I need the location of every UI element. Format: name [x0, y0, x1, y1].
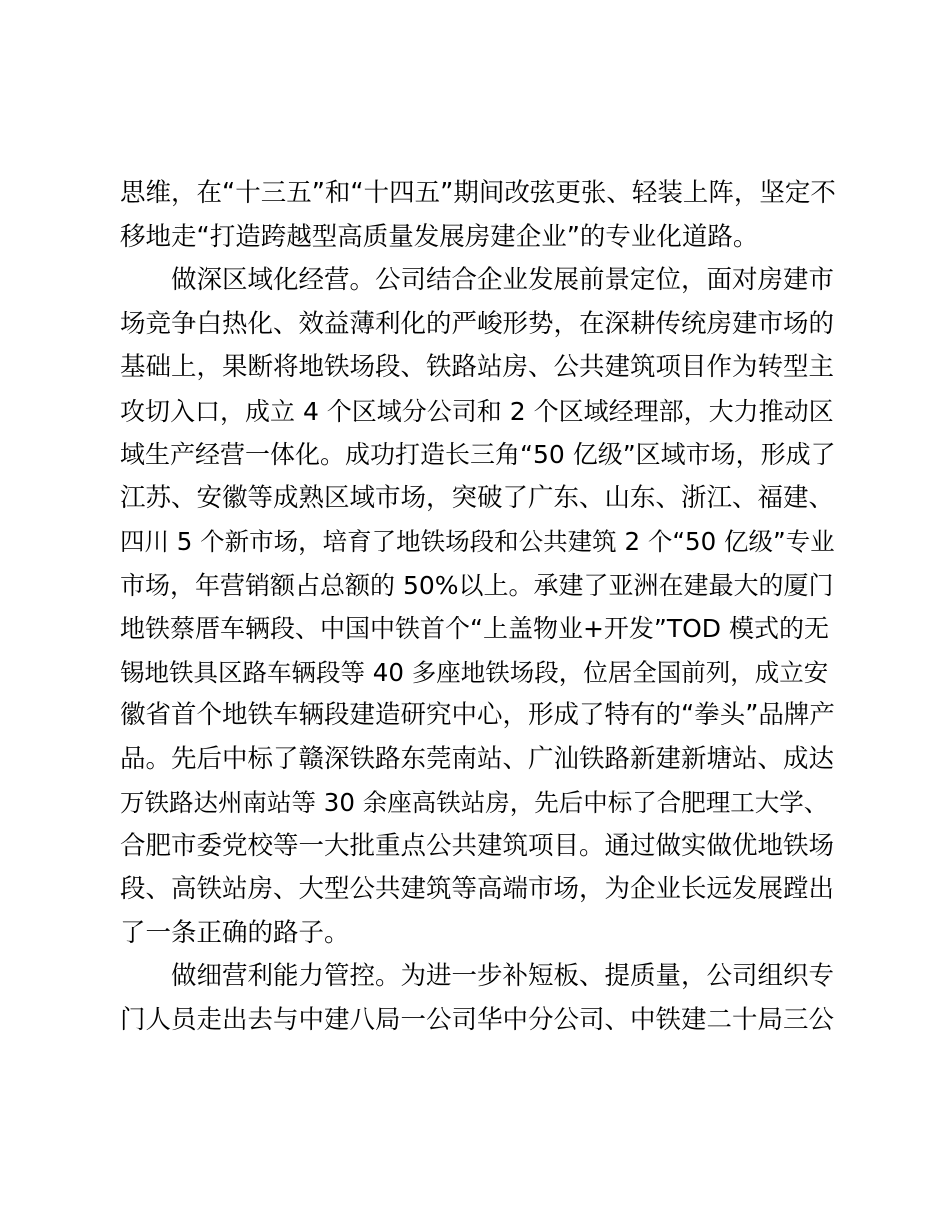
text-line: 门人员走出去与中建八局一公司华中分公司、中铁建二十局三公	[120, 1004, 835, 1035]
text-line: 移地走“打造跨越型高质量发展房建企业”的专业化道路。	[120, 221, 759, 252]
text-line: 江苏、安徽等成熟区域市场，突破了广东、山东、浙江、福建、	[120, 482, 835, 513]
text-line: 段、高铁站房、大型公共建筑等高端市场，为企业长远发展蹚出	[120, 874, 835, 904]
text-line: 场竞争白热化、效益薄利化的严峻形势，在深耕传统房建市场的	[120, 308, 835, 339]
text-line: 市场，年营销额占总额的 50%以上。承建了亚洲在建最大的厦门	[120, 570, 834, 600]
paragraph-start-line: 做深区域化经营。公司结合企业发展前景定位，面对房建市	[171, 265, 835, 295]
paragraph-start-line: 做细营利能力管控。为进一步补短板、提质量，公司组织专	[171, 961, 835, 991]
text-line: 域生产经营一体化。成功打造长三角“50 亿级”区域市场，形成了	[120, 440, 836, 469]
text-line: 了一条正确的路子。	[120, 917, 350, 948]
text-line: 锡地铁具区路车辆段等 40 多座地铁场段，位居全国前列，成立安	[120, 657, 829, 687]
text-line: 攻切入口，成立 4 个区域分公司和 2 个区域经理部，大力推动区	[120, 396, 834, 426]
text-line: 思维，在“十三五”和“十四五”期间改弦更张、轻装上阵，坚定不	[120, 178, 836, 208]
text-line: 徽省首个地铁车辆段建造研究中心，形成了特有的“拳头”品牌产	[120, 700, 835, 730]
text-line: 万铁路达州南站等 30 余座高铁站房，先后中标了合肥理工大学、	[120, 788, 829, 817]
text-line: 品。先后中标了赣深铁路东莞南站、广汕铁路新建新塘站、成达	[120, 743, 835, 774]
text-line: 四川 5 个新市场，培育了地铁场段和公共建筑 2 个“50 亿级”专业	[120, 527, 835, 556]
text-line: 合肥市委党校等一大批重点公共建筑项目。通过做实做优地铁场	[120, 830, 835, 861]
body-text	[120, 172, 840, 1042]
text-line: 基础上，果断将地铁场段、铁路站房、公共建筑项目作为转型主	[120, 352, 835, 382]
text-line: 地铁蔡厝车辆段、中国中铁首个“上盖物业+开发”TOD 模式的无	[120, 614, 829, 643]
